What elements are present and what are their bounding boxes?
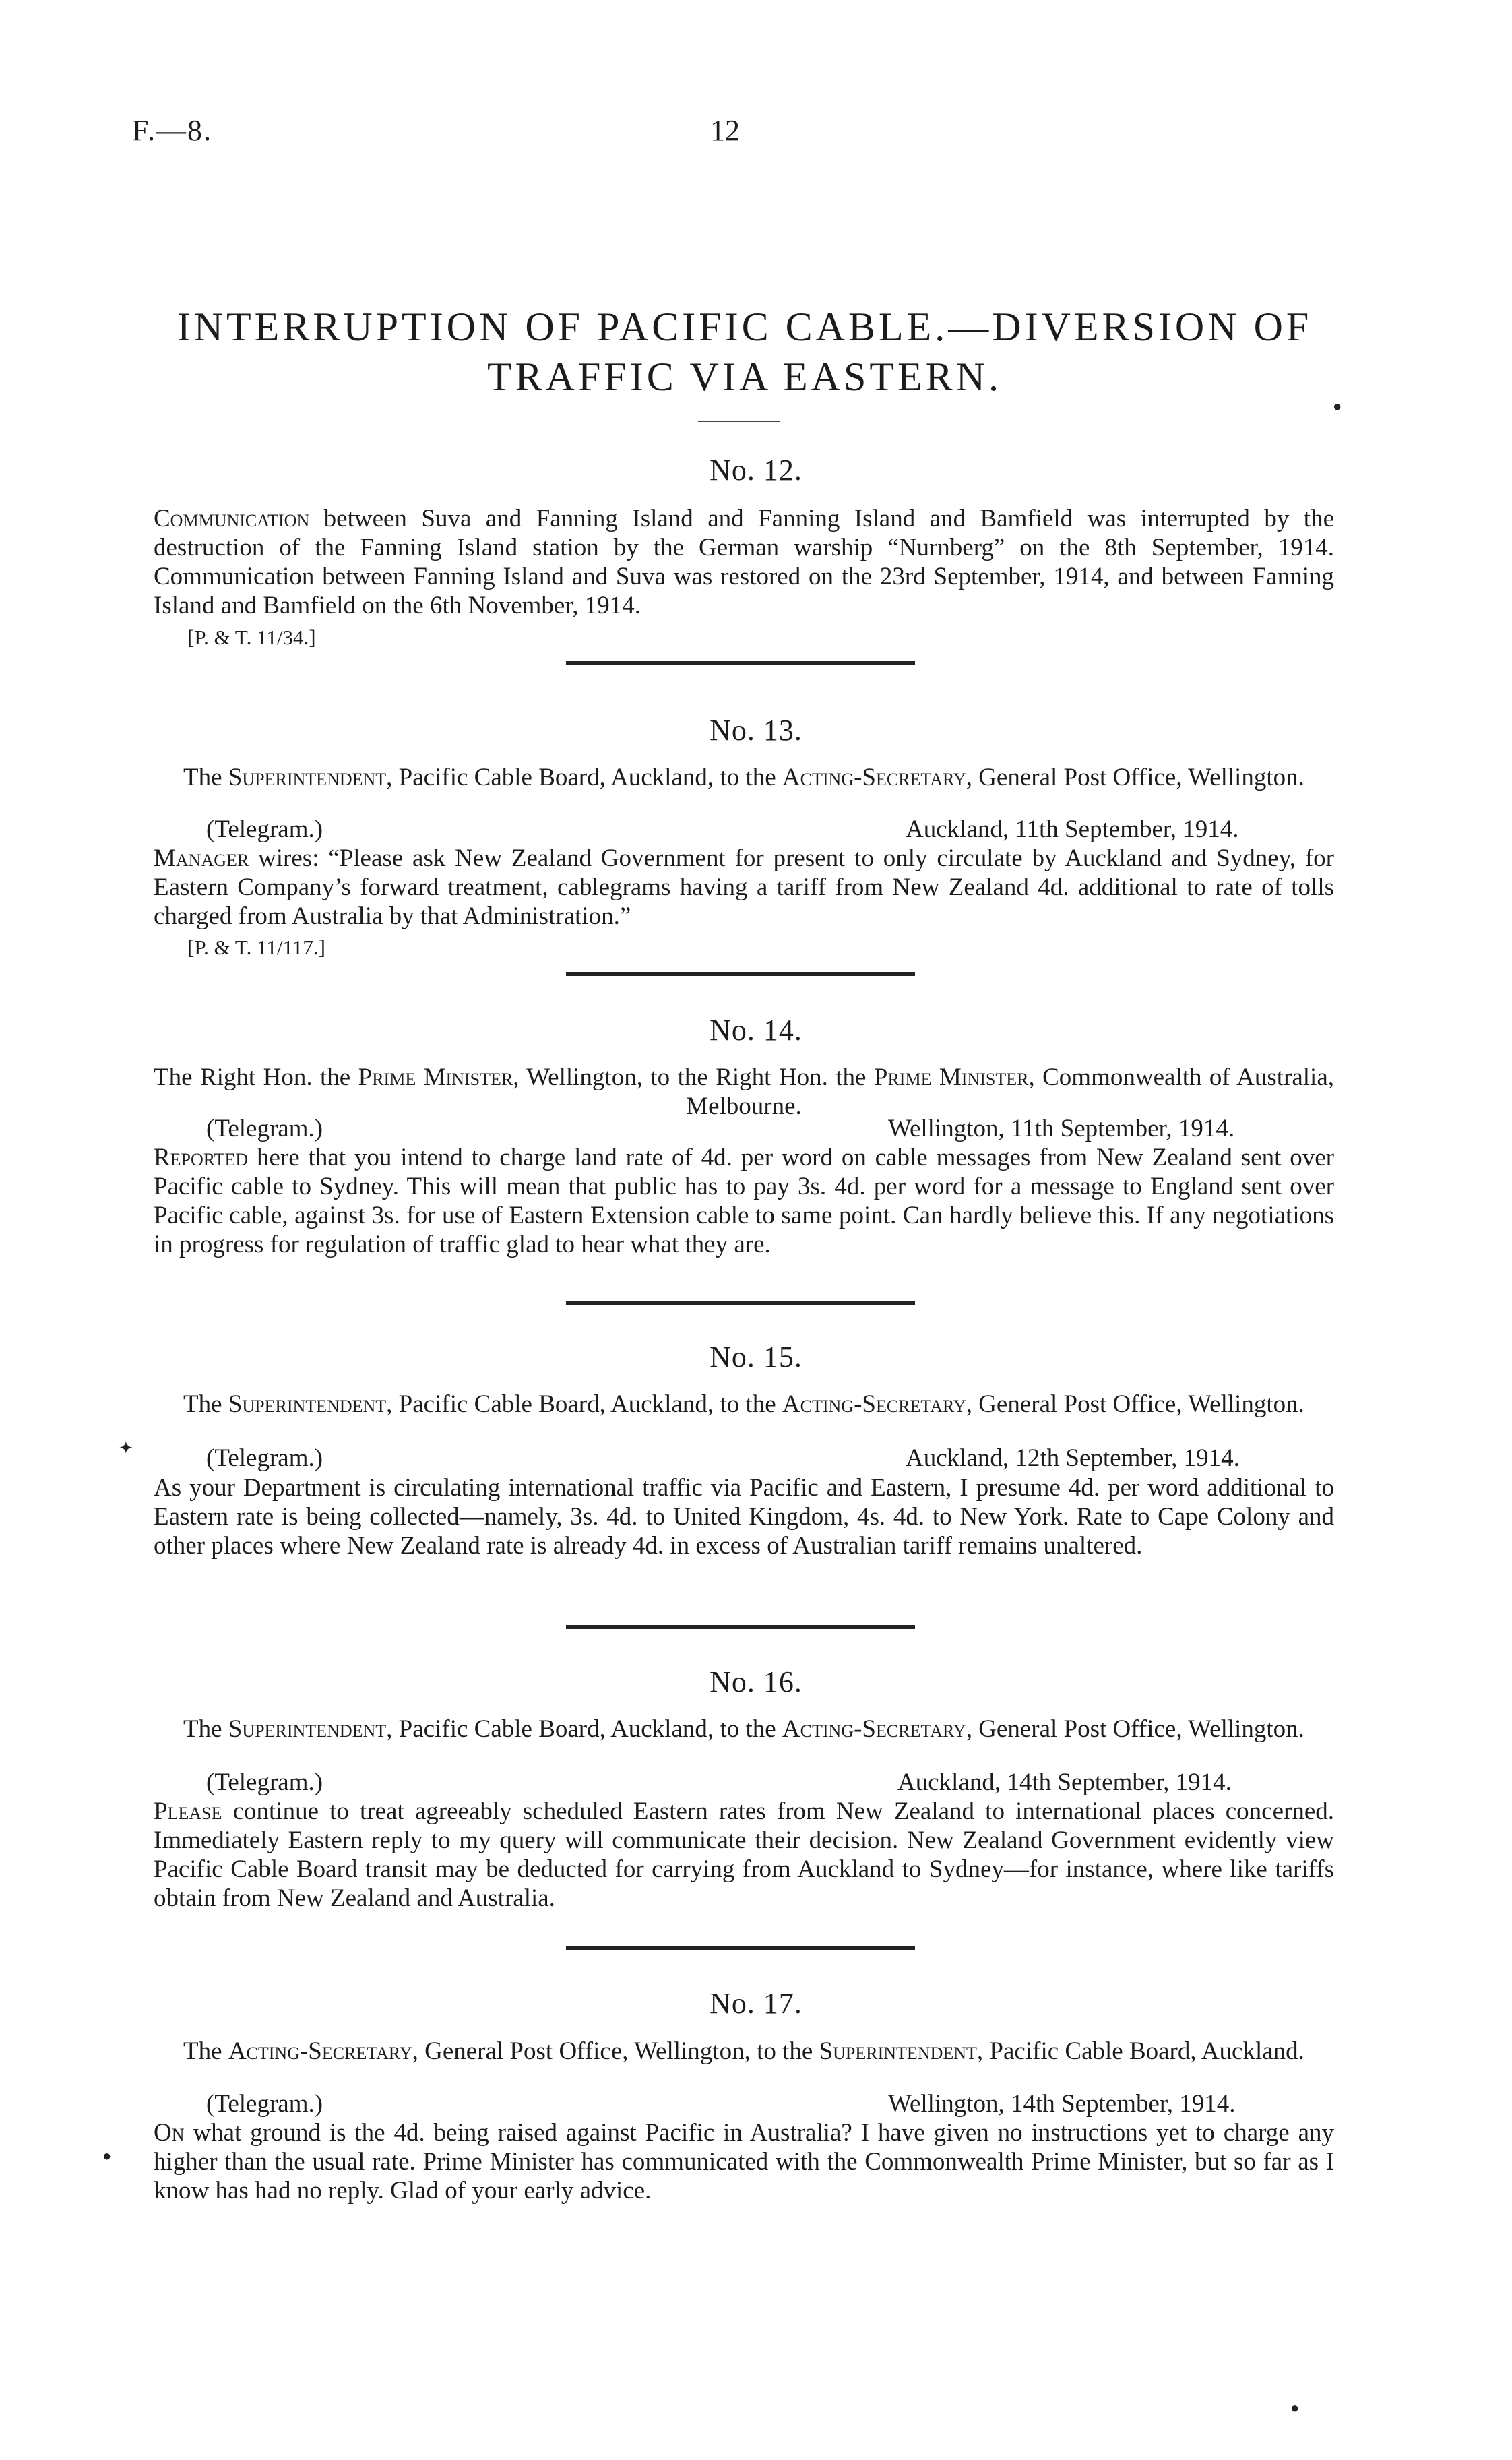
document-reference: F.—8.	[132, 114, 212, 147]
page-number: 12	[710, 114, 740, 147]
title-line-1: INTERRUPTION OF PACIFIC CABLE.—DIVERSION OF	[177, 305, 1313, 349]
place-date: Wellington, 11th September, 1914.	[888, 1115, 1235, 1142]
address-recipient: Superintendent	[819, 2037, 977, 2065]
telegram-label: (Telegram.)	[206, 1444, 323, 1472]
address-text: , General Post Office, Wellington.	[966, 764, 1304, 791]
section-address	[154, 763, 1334, 792]
address-sender: Superintendent	[228, 1390, 387, 1418]
place-date: Wellington, 14th September, 1914.	[888, 2090, 1236, 2118]
section-divider	[566, 661, 915, 665]
body-text: here that you intend to charge land rate of 4d. per word on cable messages from New Zealand sent over Pacific cable to Sydney. This will mean that public has to pay 3s. 4d. per word for a message to England sent over Pacific cable, against 3s. for use of Eastern Extension cable to same point. Can hardly believe this. If any negotiations in progress for regulation of traffic glad to hear what they are.	[154, 1144, 1334, 1258]
section-body	[154, 1797, 1334, 1913]
stray-ink-mark: ●	[1290, 2399, 1300, 2416]
section-address	[154, 1390, 1334, 1419]
body-text: As your Department is circulating international traffic via Pacific and Eastern, I presume 4d. per word additional to Eastern rate is being collected—namely, 3s. 4d. to United Kingdom, 4s. 4d. to New York. Rate to Cape Colony and other places where New Zealand rate is already 4d. in excess of Australian tariff remains unaltered.	[154, 1474, 1334, 1560]
address-text: The Right Hon. the	[154, 1064, 358, 1091]
file-reference: [P. & T. 11/34.]	[187, 625, 316, 649]
address-sender: Prime Minister	[358, 1064, 513, 1091]
address-sender: Superintendent	[228, 764, 387, 791]
section-body	[154, 504, 1334, 620]
section-number: No. 17.	[710, 1987, 802, 2020]
address-text: The	[183, 1715, 228, 1743]
telegram-label: (Telegram.)	[206, 816, 323, 843]
address-text: , General Post Office, Wellington.	[966, 1390, 1304, 1418]
section-divider	[566, 1625, 915, 1629]
section-divider	[566, 1946, 915, 1950]
title-divider	[698, 421, 780, 422]
telegram-label: (Telegram.)	[206, 1115, 323, 1142]
address-text: The	[183, 764, 228, 791]
section-body	[154, 844, 1334, 931]
section-number: No. 12.	[710, 454, 802, 487]
address-recipient: Acting-Secretary	[782, 1390, 966, 1418]
section-address	[154, 2037, 1334, 2066]
stray-ink-mark: ●	[1333, 398, 1342, 414]
address-text: , General Post Office, Wellington.	[966, 1715, 1304, 1743]
section-body	[154, 1473, 1334, 1560]
address-text: , General Post Office, Wellington, to the	[412, 2037, 819, 2065]
section-body	[154, 2118, 1334, 2205]
address-recipient: Prime Minister	[873, 1064, 1029, 1091]
stray-ink-mark: ✦	[119, 1438, 133, 1458]
address-text: , Wellington, to the Right Hon. the	[513, 1064, 874, 1091]
telegram-label: (Telegram.)	[206, 2090, 323, 2118]
address-text: , Pacific Cable Board, Auckland, to the	[386, 1390, 782, 1418]
place-date: Auckland, 12th September, 1914.	[906, 1444, 1240, 1472]
body-text: between Suva and Fanning Island and Fanning Island and Bamfield was interrupted by the destruction of the Fanning Island station by the German warship “Nurnberg” on the 8th September, 1914. Communication between Fanning Island and Suva was restored on the 23rd September, 1914, and between Fanning Island and Bamfield on the 6th November, 1914.	[154, 505, 1334, 619]
address-text: , Pacific Cable Board, Auckland, to the	[386, 1715, 782, 1743]
address-text: , Commonwealth of Australia, Melbourne.	[686, 1064, 1334, 1120]
section-body	[154, 1143, 1334, 1259]
section-divider	[566, 1301, 915, 1305]
address-recipient: Acting-Secretary	[782, 1715, 966, 1743]
stray-ink-mark: ●	[102, 2147, 112, 2164]
address-text: The	[183, 2037, 228, 2065]
lead-word: Manager	[154, 844, 249, 872]
section-number: No. 13.	[710, 714, 802, 747]
place-date: Auckland, 11th September, 1914.	[906, 816, 1239, 843]
address-sender: Superintendent	[228, 1715, 387, 1743]
title-line-2: TRAFFIC VIA EASTERN.	[487, 355, 1002, 399]
section-address	[154, 1715, 1334, 1744]
address-sender: Acting-Secretary	[228, 2037, 412, 2065]
section-number: No. 16.	[710, 1665, 802, 1698]
section-divider	[566, 972, 915, 976]
section-number: No. 14.	[710, 1014, 802, 1047]
body-text: what ground is the 4d. being raised against Pacific in Australia? I have given no instructions yet to charge any higher than the usual rate. Prime Minister has communicated with the Commonwealth Prime Minister, but so far as I know has had no reply. Glad of your early advice.	[154, 2119, 1334, 2205]
file-reference: [P. & T. 11/117.]	[187, 935, 325, 959]
body-text: wires: “Please ask New Zealand Government for present to only circulate by Auckland and Sydney, for Eastern Company’s forward treatment, cablegrams having a tariff from New Zealand 4d. additional to rate of tolls charged from Australia by that Administration.”	[154, 844, 1334, 930]
telegram-label: (Telegram.)	[206, 1769, 323, 1796]
address-text: , Pacific Cable Board, Auckland, to the	[386, 764, 782, 791]
place-date: Auckland, 14th September, 1914.	[897, 1769, 1232, 1796]
address-recipient: Acting-Secretary	[782, 764, 966, 791]
body-text: continue to treat agreeably scheduled Eastern rates from New Zealand to international places concerned. Immediately Eastern reply to my query will communicate their decision. New Zealand Government evidently view Pacific Cable Board transit may be deducted for carrying from Auckland to Sydney—for instance, where like tariffs obtain from New Zealand and Australia.	[154, 1797, 1334, 1912]
lead-word: Communication	[154, 505, 310, 532]
lead-word: Please	[154, 1797, 222, 1825]
lead-word: On	[154, 2119, 185, 2147]
section-number: No. 15.	[710, 1341, 802, 1374]
lead-word: Reported	[154, 1144, 249, 1171]
page-title	[141, 302, 1348, 402]
address-text: The	[183, 1390, 228, 1418]
address-text: , Pacific Cable Board, Auckland.	[976, 2037, 1304, 2065]
section-address	[154, 1063, 1334, 1121]
